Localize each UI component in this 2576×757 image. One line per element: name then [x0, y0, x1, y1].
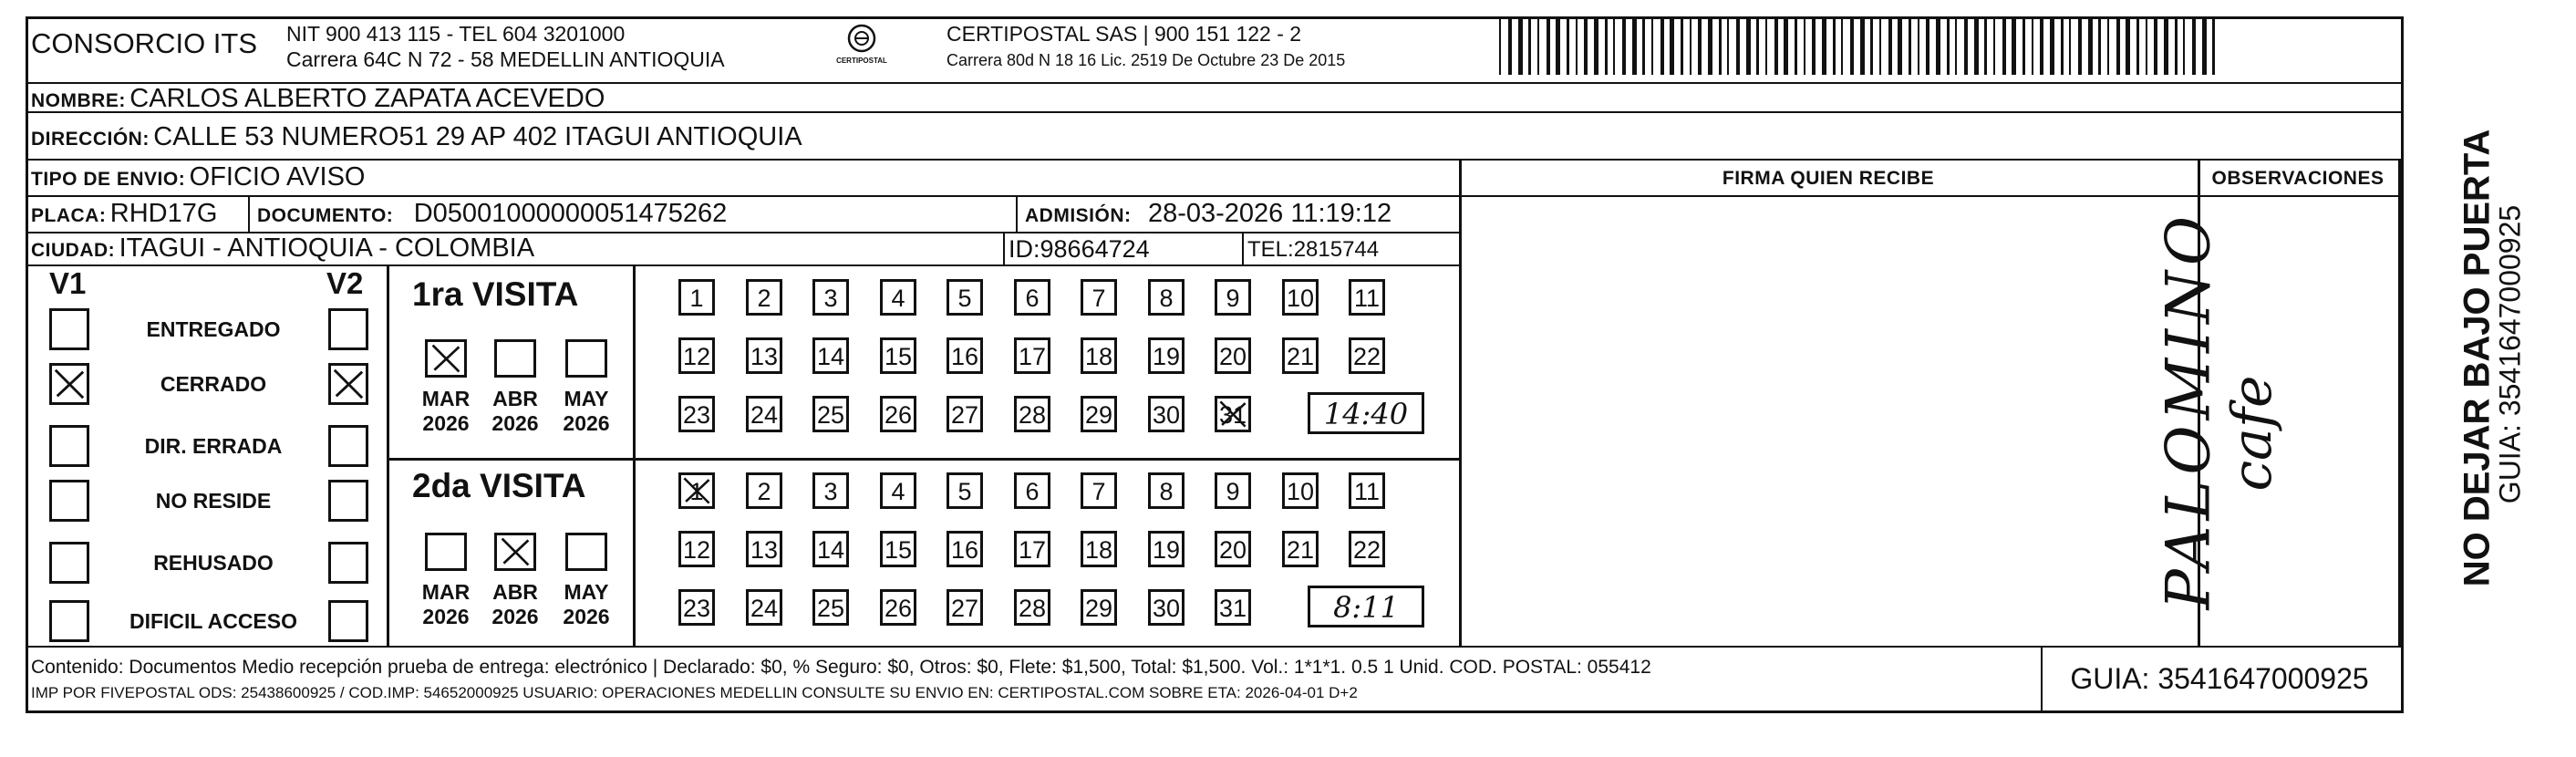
reason-label: NO RESIDE: [155, 489, 272, 513]
day-number: 31: [1218, 595, 1247, 622]
reason-label: REHUSADO: [153, 551, 274, 575]
month-label: [414, 580, 478, 629]
placa-label: PLACA:: [31, 205, 107, 226]
day-box[interactable]: [1215, 279, 1251, 316]
observaciones-label: OBSERVACIONES: [2211, 168, 2385, 189]
day-box[interactable]: [880, 531, 916, 567]
day-box[interactable]: [1349, 337, 1385, 374]
day-box[interactable]: [812, 531, 849, 567]
day-number: 24: [750, 595, 779, 622]
documento-value: D05001000000051475262: [413, 199, 728, 228]
month-checkbox[interactable]: [494, 339, 536, 378]
month-year: 2026: [491, 605, 539, 628]
day-box[interactable]: [880, 589, 916, 626]
footer-guia: GUIA: 3541647000925: [2070, 662, 2369, 695]
day-number: 28: [1018, 595, 1047, 622]
day-number: 9: [1226, 285, 1240, 312]
carrier-line1: CERTIPOSTAL SAS | 900 151 122 - 2: [947, 22, 1302, 46]
month-checkbox[interactable]: [565, 339, 607, 378]
day-number: 3: [823, 285, 838, 312]
day-number: 20: [1218, 343, 1247, 370]
day-number: 14: [816, 343, 845, 370]
day-box[interactable]: [1215, 531, 1251, 567]
day-box[interactable]: [1148, 396, 1185, 432]
day-number: 13: [750, 343, 779, 370]
day-box[interactable]: [1081, 396, 1117, 432]
footer-line1: Contenido: Documentos Medio recepción prueba de entrega: electrónico | Declarado: $0, % Seguro: $0, Otros: $0, Flete: $1,500, Total: $1,500. Vol.: 1*1*1. 0.5 1 Unid. COD. POSTAL: 055412: [31, 657, 1651, 678]
day-number: 30: [1152, 595, 1181, 622]
day-number: 8: [1159, 285, 1174, 312]
documento-row: [257, 199, 727, 229]
day-box[interactable]: [1081, 472, 1117, 509]
nombre-value: CARLOS ALBERTO ZAPATA ACEVEDO: [129, 84, 605, 113]
footer-line2: IMP POR FIVEPOSTAL ODS: 25438600925 / COD.IMP: 54652000925 USUARIO: OPERACIONES MEDELLIN CONSULTE SU ENVIO EN: CERTIPOSTAL.COM SOBRE ETA: 2026-04-01 D+2: [31, 684, 1358, 701]
v2-checkbox[interactable]: [328, 308, 368, 350]
day-box[interactable]: [1081, 589, 1117, 626]
day-number: 18: [1084, 343, 1113, 370]
day-box[interactable]: [880, 472, 916, 509]
day-box[interactable]: [1014, 472, 1050, 509]
day-number: 2: [757, 478, 771, 505]
day-box[interactable]: [812, 589, 849, 626]
tipo-label: TIPO DE ENVIO:: [31, 169, 186, 190]
day-box[interactable]: [1081, 337, 1117, 374]
v1-checkbox[interactable]: [49, 308, 89, 350]
day-box[interactable]: [947, 589, 983, 626]
day-number: 25: [816, 595, 845, 622]
day-box[interactable]: [1014, 589, 1050, 626]
side-warning-line1: NO DEJAR BAJO PUERTA: [2457, 129, 2498, 587]
day-box[interactable]: [1282, 279, 1319, 316]
v1-checkbox[interactable]: [49, 363, 89, 405]
day-number: 25: [816, 401, 845, 429]
day-number: 11: [1353, 285, 1381, 312]
day-number: 14: [816, 536, 845, 564]
day-number: 10: [1286, 478, 1315, 505]
day-number: 7: [1091, 478, 1106, 505]
day-number: 6: [1025, 478, 1040, 505]
day-number: 11: [1353, 478, 1381, 505]
day-number: 13: [750, 536, 779, 564]
day-number: 16: [950, 536, 979, 564]
day-box[interactable]: [746, 589, 782, 626]
day-number: 29: [1084, 595, 1113, 622]
day-box[interactable]: [1215, 396, 1251, 432]
ciudad-value: ITAGUI - ANTIOQUIA - COLOMBIA: [119, 233, 535, 263]
month-year: 2026: [563, 605, 610, 628]
day-number: 5: [957, 285, 972, 312]
observation-handwriting-2: cafe: [2220, 375, 2284, 492]
day-number: 15: [884, 536, 913, 564]
logo-text: CERTIPOSTAL: [836, 57, 887, 65]
direccion-row: [31, 122, 802, 152]
day-box[interactable]: [746, 472, 782, 509]
placa-value: RHD17G: [109, 199, 218, 228]
day-box[interactable]: [678, 472, 715, 509]
day-number: 1: [689, 285, 704, 312]
day-box[interactable]: [812, 472, 849, 509]
certipostal-logo: [825, 22, 898, 67]
reason-label: CERRADO: [160, 372, 267, 396]
day-box[interactable]: [746, 531, 782, 567]
day-number: 8: [1159, 478, 1174, 505]
direccion-label: DIRECCIÓN:: [31, 129, 150, 150]
month-label: [554, 387, 618, 436]
day-box[interactable]: [812, 337, 849, 374]
v2-checkbox[interactable]: [328, 363, 368, 405]
day-number: 2: [757, 285, 771, 312]
v2-checkbox[interactable]: [328, 425, 368, 467]
month-label: [483, 580, 547, 629]
month-year: 2026: [491, 411, 539, 435]
month-name: MAY: [564, 580, 609, 604]
day-box[interactable]: [678, 589, 715, 626]
day-number: 5: [957, 478, 972, 505]
id-row: [1009, 235, 1150, 264]
day-box[interactable]: [1014, 531, 1050, 567]
day-box[interactable]: [1349, 279, 1385, 316]
v1-checkbox[interactable]: [49, 425, 89, 467]
first-visit-title: 1ra VISITA: [412, 275, 579, 313]
v1-checkbox[interactable]: [49, 542, 89, 584]
month-label: [554, 580, 618, 629]
day-number: 23: [682, 401, 711, 429]
day-box[interactable]: [1349, 472, 1385, 509]
company-name: CONSORCIO ITS: [31, 27, 258, 59]
month-checkbox[interactable]: [425, 339, 467, 378]
month-name: MAR: [421, 580, 471, 604]
day-number: 17: [1018, 343, 1047, 370]
day-box[interactable]: [678, 396, 715, 432]
month-name: MAY: [564, 387, 609, 410]
visit-time: 14:40: [1323, 397, 1409, 431]
day-box[interactable]: [746, 396, 782, 432]
v1-checkbox[interactable]: [49, 600, 89, 642]
tel-label: TEL:: [1247, 237, 1294, 262]
day-box[interactable]: [1282, 531, 1319, 567]
day-number: 16: [950, 343, 979, 370]
day-box[interactable]: [947, 396, 983, 432]
day-box[interactable]: [1148, 279, 1185, 316]
day-box[interactable]: [1349, 531, 1385, 567]
tipo-value: OFICIO AVISO: [189, 162, 366, 192]
month-name: MAR: [421, 387, 471, 410]
day-number: 1: [689, 478, 704, 505]
tel-value: 2815744: [1293, 237, 1380, 262]
visit-time: 8:11: [1333, 590, 1399, 625]
day-number: 24: [750, 401, 779, 429]
v2-header: V2: [326, 266, 364, 300]
day-number: 21: [1286, 343, 1315, 370]
day-number: 23: [682, 595, 711, 622]
day-number: 30: [1152, 401, 1181, 429]
month-year: 2026: [422, 605, 470, 628]
day-box[interactable]: [1215, 472, 1251, 509]
day-number: 18: [1084, 536, 1113, 564]
day-number: 6: [1025, 285, 1040, 312]
nombre-row: [31, 84, 605, 114]
day-number: 31: [1218, 401, 1247, 429]
day-box[interactable]: [1282, 472, 1319, 509]
day-box[interactable]: [1014, 337, 1050, 374]
id-value: 98664724: [1040, 235, 1150, 263]
month-year: 2026: [563, 411, 610, 435]
day-number: 26: [884, 595, 913, 622]
day-box[interactable]: [1215, 337, 1251, 374]
month-year: 2026: [422, 411, 470, 435]
day-box[interactable]: [947, 279, 983, 316]
month-label: [414, 387, 478, 436]
day-number: 28: [1018, 401, 1047, 429]
day-box[interactable]: [746, 337, 782, 374]
barcode: [1495, 16, 2225, 75]
day-box[interactable]: [812, 396, 849, 432]
day-box[interactable]: [1148, 589, 1185, 626]
day-number: 19: [1152, 343, 1181, 370]
day-box[interactable]: [880, 396, 916, 432]
month-checkbox[interactable]: [425, 533, 467, 571]
v2-checkbox[interactable]: [328, 600, 368, 642]
documento-label: DOCUMENTO:: [257, 205, 394, 226]
day-box[interactable]: [1148, 337, 1185, 374]
day-number: 26: [884, 401, 913, 429]
month-name: ABR: [492, 580, 538, 604]
admision-value: 28-03-2026 11:19:12: [1147, 199, 1392, 228]
day-number: 27: [950, 401, 979, 429]
company-line2: Carrera 64C N 72 - 58 MEDELLIN ANTIOQUIA: [286, 47, 725, 71]
day-box[interactable]: [880, 279, 916, 316]
nombre-label: NOMBRE:: [31, 90, 126, 111]
day-box[interactable]: [1148, 472, 1185, 509]
day-box[interactable]: [678, 279, 715, 316]
day-number: 4: [891, 478, 905, 505]
day-box[interactable]: [678, 531, 715, 567]
day-box[interactable]: [1081, 279, 1117, 316]
month-checkbox[interactable]: [494, 533, 536, 571]
v1-checkbox[interactable]: [49, 480, 89, 522]
day-number: 19: [1152, 536, 1181, 564]
day-box[interactable]: [1215, 589, 1251, 626]
day-number: 7: [1091, 285, 1106, 312]
day-box[interactable]: [746, 279, 782, 316]
tel-row: [1247, 237, 1379, 263]
day-number: 29: [1084, 401, 1113, 429]
company-line1: NIT 900 413 115 - TEL 604 3201000: [286, 22, 626, 46]
day-number: 4: [891, 285, 905, 312]
day-number: 21: [1286, 536, 1315, 564]
visit-time-box[interactable]: [1308, 586, 1424, 627]
day-number: 10: [1286, 285, 1315, 312]
v2-checkbox[interactable]: [328, 542, 368, 584]
day-number: 17: [1018, 536, 1047, 564]
v1-header: V1: [49, 266, 87, 300]
observation-handwriting-1: PALOMINO: [2153, 211, 2224, 610]
day-number: 20: [1218, 536, 1247, 564]
day-box[interactable]: [947, 531, 983, 567]
placa-row: [31, 199, 217, 229]
month-name: ABR: [492, 387, 538, 410]
firma-label: FIRMA QUIEN RECIBE: [1722, 168, 1935, 189]
v2-checkbox[interactable]: [328, 480, 368, 522]
day-number: 22: [1352, 343, 1381, 370]
reason-label: DIFICIL ACCESO: [129, 609, 297, 633]
day-number: 15: [884, 343, 913, 370]
admision-label: ADMISIÓN:: [1025, 205, 1132, 226]
side-warning: [2414, 109, 2550, 620]
admision-row: [1025, 199, 1391, 229]
reason-label: DIR. ERRADA: [144, 434, 283, 458]
second-visit-title: 2da VISITA: [412, 467, 586, 504]
day-number: 27: [950, 595, 979, 622]
day-number: 12: [682, 343, 711, 370]
day-box[interactable]: [1282, 337, 1319, 374]
direccion-value: CALLE 53 NUMERO51 29 AP 402 ITAGUI ANTIOQUIA: [153, 122, 802, 151]
day-box[interactable]: [947, 472, 983, 509]
day-box[interactable]: [1081, 531, 1117, 567]
day-box[interactable]: [880, 337, 916, 374]
day-number: 22: [1352, 536, 1381, 564]
ciudad-label: CIUDAD:: [31, 240, 116, 261]
day-box[interactable]: [947, 337, 983, 374]
day-box[interactable]: [812, 279, 849, 316]
day-box[interactable]: [1148, 531, 1185, 567]
id-label: ID:: [1009, 235, 1040, 263]
day-number: 3: [823, 478, 838, 505]
visit-time-box[interactable]: [1308, 392, 1424, 434]
month-checkbox[interactable]: [565, 533, 607, 571]
month-label: [483, 387, 547, 436]
ciudad-row: [31, 233, 534, 264]
day-box[interactable]: [1014, 396, 1050, 432]
carrier-line2: Carrera 80d N 18 16 Lic. 2519 De Octubre 23 De 2015: [947, 51, 1346, 69]
reason-label: ENTREGADO: [146, 317, 281, 341]
day-number: 12: [682, 536, 711, 564]
day-box[interactable]: [1014, 279, 1050, 316]
day-number: 9: [1226, 478, 1240, 505]
side-warning-line2: GUIA: 3541647000925: [2493, 204, 2527, 504]
day-box[interactable]: [678, 337, 715, 374]
tipo-row: [31, 162, 365, 192]
